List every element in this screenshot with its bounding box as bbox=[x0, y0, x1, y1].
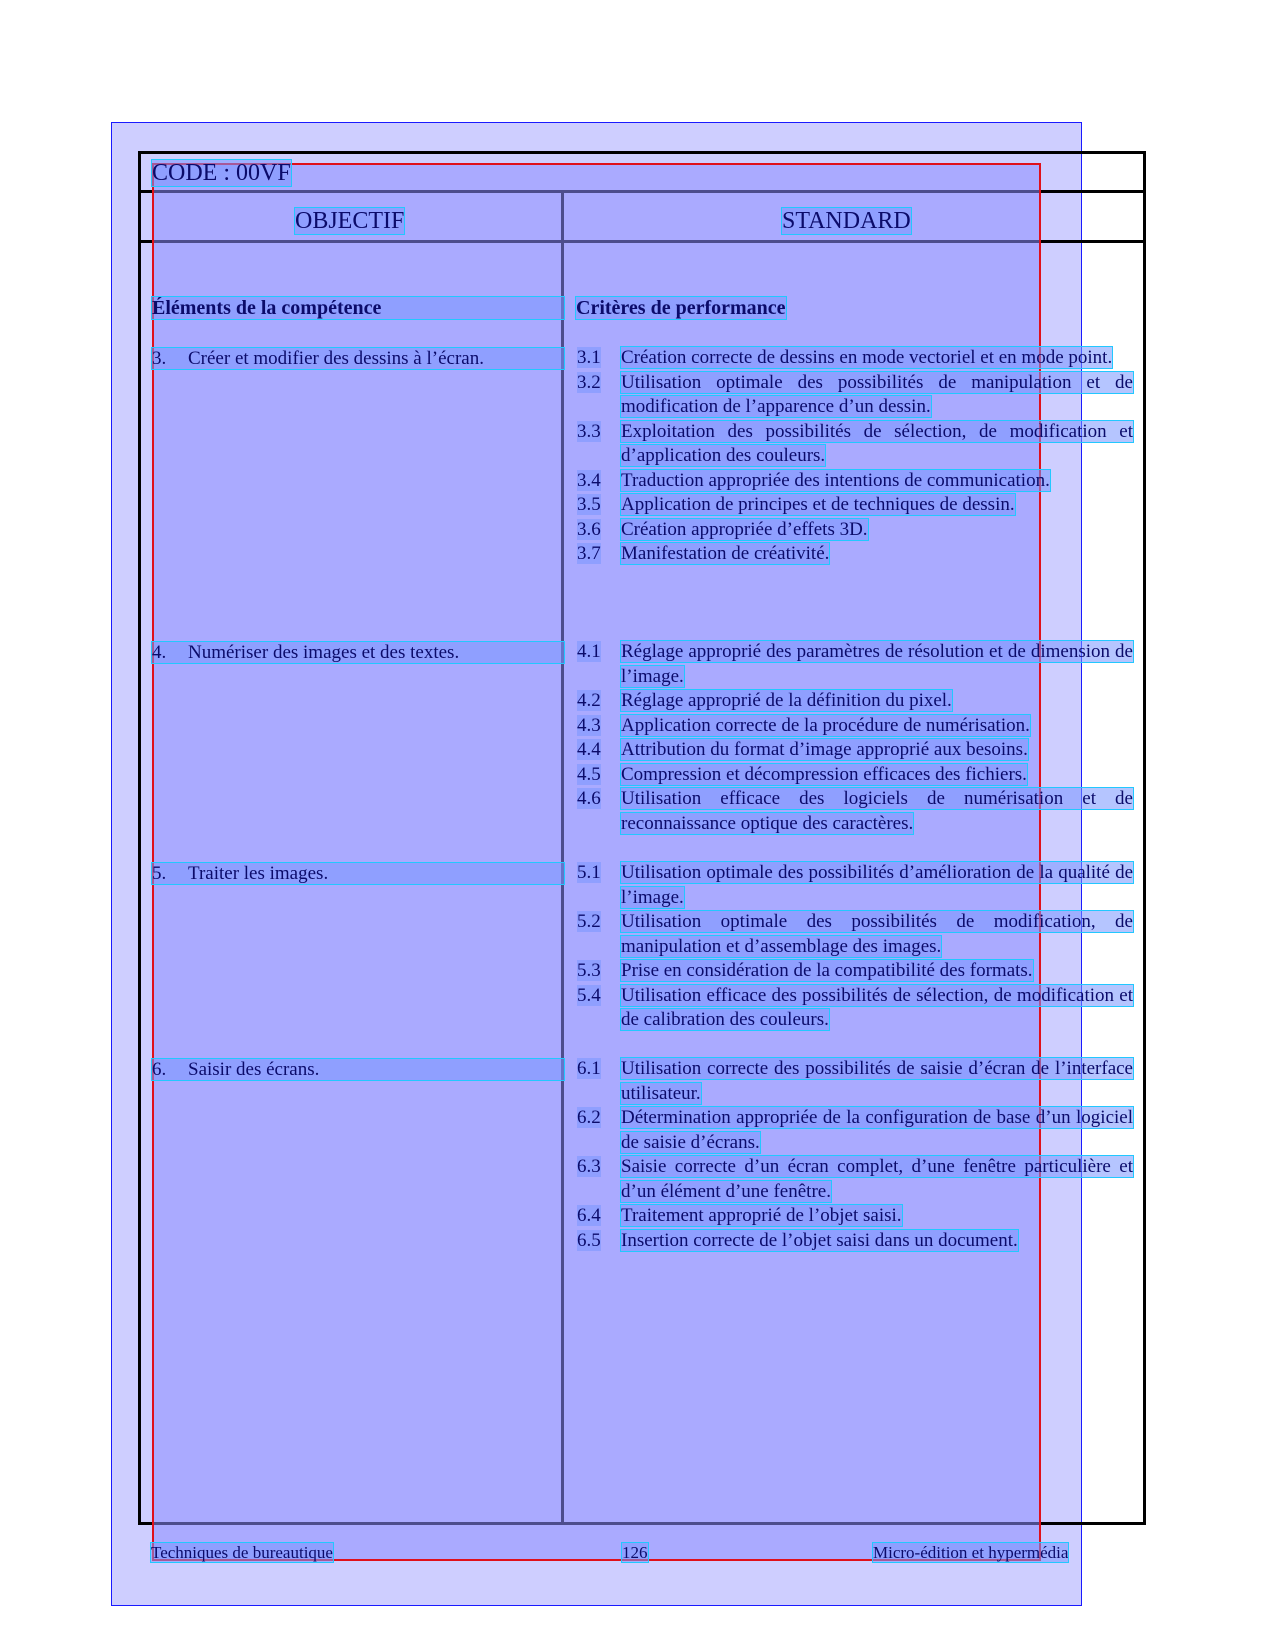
criterion-item bbox=[577, 1229, 1133, 1254]
criteria-list bbox=[577, 640, 1133, 836]
criterion-number: 6.2 bbox=[577, 1107, 601, 1128]
criterion-text: Détermination appropriée de la configuration de base d’un logiciel de saisie d’écrans. bbox=[621, 1107, 1133, 1153]
criterion-number: 5.3 bbox=[577, 960, 601, 981]
criterion-number: 3.1 bbox=[577, 347, 601, 368]
criterion-item bbox=[577, 1057, 1133, 1106]
criterion-number: 3.7 bbox=[577, 543, 601, 564]
element-number: 5. bbox=[152, 863, 167, 884]
criterion-number: 3.4 bbox=[577, 469, 601, 491]
criterion-item bbox=[577, 1155, 1133, 1204]
criterion-text: Création appropriée d’effets 3D. bbox=[621, 518, 868, 540]
criterion-text: Application correcte de la procédure de numérisation. bbox=[621, 714, 1030, 736]
criterion-number: 4.4 bbox=[577, 739, 601, 760]
criterion-number: 5.1 bbox=[577, 862, 601, 883]
criterion-item bbox=[577, 1106, 1133, 1155]
criterion-item bbox=[577, 518, 1133, 543]
criterion-number: 6.3 bbox=[577, 1156, 601, 1177]
criterion-text: Création correcte de dessins en mode vectoriel et en mode point. bbox=[621, 347, 1113, 368]
criterion-item bbox=[577, 984, 1133, 1033]
criterion-number: 3.3 bbox=[577, 420, 601, 442]
criterion-item bbox=[577, 469, 1133, 494]
page-number: 126 bbox=[622, 1543, 648, 1562]
criterion-number: 4.1 bbox=[577, 641, 601, 662]
criterion-number: 5.2 bbox=[577, 911, 601, 932]
element-text: Numériser des images et des textes. bbox=[188, 642, 460, 663]
criterion-item bbox=[577, 910, 1133, 959]
footer-right-title: Micro-édition et hypermédia bbox=[873, 1543, 1069, 1562]
criterion-item bbox=[577, 371, 1133, 420]
element-number: 3. bbox=[152, 348, 167, 369]
criterion-number: 4.2 bbox=[577, 690, 601, 711]
criterion-item bbox=[577, 346, 1133, 371]
criterion-text: Compression et décompression efficaces des fichiers. bbox=[621, 763, 1027, 785]
criterion-item bbox=[577, 420, 1133, 469]
criterion-item bbox=[577, 861, 1133, 910]
criterion-number: 3.6 bbox=[577, 518, 601, 540]
criteria-column-title: Critères de performance bbox=[576, 297, 786, 319]
criteria-list bbox=[577, 861, 1133, 1033]
criterion-text: Traitement approprié de l’objet saisi. bbox=[621, 1205, 902, 1226]
standard-heading: STANDARD bbox=[782, 208, 911, 234]
criteria-list bbox=[577, 1057, 1133, 1253]
criterion-number: 4.5 bbox=[577, 763, 601, 785]
criterion-text: Saisie correcte d’un écran complet, d’une fenêtre particulière et d’un élément d’une fenêtre. bbox=[621, 1156, 1133, 1202]
criterion-text: Utilisation efficace des logiciels de numérisation et de reconnaissance optique des caractères. bbox=[621, 788, 1133, 834]
element-text: Traiter les images. bbox=[188, 863, 329, 884]
criterion-text: Utilisation efficace des possibilités de sélection, de modification et de calibration des couleurs. bbox=[621, 984, 1133, 1030]
criterion-number: 3.5 bbox=[577, 494, 601, 515]
criterion-number: 4.6 bbox=[577, 788, 601, 809]
criterion-text: Prise en considération de la compatibilité des formats. bbox=[621, 960, 1033, 981]
criterion-number: 6.4 bbox=[577, 1205, 601, 1226]
criterion-number: 6.1 bbox=[577, 1058, 601, 1079]
element-number: 6. bbox=[152, 1059, 167, 1080]
objective-heading: OBJECTIF bbox=[295, 208, 405, 234]
criterion-text: Insertion correcte de l’objet saisi dans un document. bbox=[621, 1229, 1018, 1251]
criterion-number: 5.4 bbox=[577, 984, 601, 1006]
competency-element bbox=[152, 348, 564, 369]
criterion-text: Utilisation optimale des possibilités d’amélioration de la qualité de l’image. bbox=[621, 862, 1133, 908]
criterion-item bbox=[577, 1204, 1133, 1229]
footer-left-title: Techniques de bureautique bbox=[151, 1543, 333, 1562]
criterion-number: 4.3 bbox=[577, 714, 601, 736]
criterion-text: Application de principes et de techniques de dessin. bbox=[621, 494, 1015, 515]
element-number: 4. bbox=[152, 642, 167, 663]
criterion-item bbox=[577, 738, 1133, 763]
criterion-item bbox=[577, 689, 1133, 714]
criterion-text: Traduction appropriée des intentions de communication. bbox=[621, 469, 1050, 491]
criterion-item bbox=[577, 763, 1133, 788]
criterion-text: Attribution du format d’image approprié aux besoins. bbox=[621, 739, 1028, 760]
criterion-item bbox=[577, 787, 1133, 836]
document-code: CODE : 00VF bbox=[152, 160, 291, 186]
criterion-item bbox=[577, 542, 1133, 567]
competency-element bbox=[152, 642, 564, 663]
element-text: Saisir des écrans. bbox=[188, 1059, 320, 1080]
criterion-item bbox=[577, 640, 1133, 689]
criterion-text: Utilisation optimale des possibilités de modification, de manipulation et d’assemblage des images. bbox=[621, 911, 1133, 957]
elements-column-title: Éléments de la compétence bbox=[152, 297, 564, 319]
criterion-text: Utilisation optimale des possibilités de manipulation et de modification de l’apparence d’un dessin. bbox=[621, 371, 1133, 417]
criteria-list bbox=[577, 346, 1133, 567]
criterion-text: Utilisation correcte des possibilités de saisie d’écran de l’interface utilisateur. bbox=[621, 1058, 1133, 1104]
competency-element bbox=[152, 1059, 564, 1080]
criterion-number: 3.2 bbox=[577, 371, 601, 393]
competency-element bbox=[152, 863, 564, 884]
element-text: Créer et modifier des dessins à l’écran. bbox=[188, 348, 484, 369]
criterion-item bbox=[577, 714, 1133, 739]
criterion-text: Réglage approprié des paramètres de résolution et de dimension de l’image. bbox=[621, 641, 1133, 687]
criterion-text: Réglage approprié de la définition du pixel. bbox=[621, 690, 952, 711]
criterion-number: 6.5 bbox=[577, 1229, 601, 1251]
criterion-item bbox=[577, 959, 1133, 984]
criterion-text: Exploitation des possibilités de sélection, de modification et d’application des couleurs. bbox=[621, 420, 1133, 466]
criterion-text: Manifestation de créativité. bbox=[621, 543, 830, 564]
criterion-item bbox=[577, 493, 1133, 518]
